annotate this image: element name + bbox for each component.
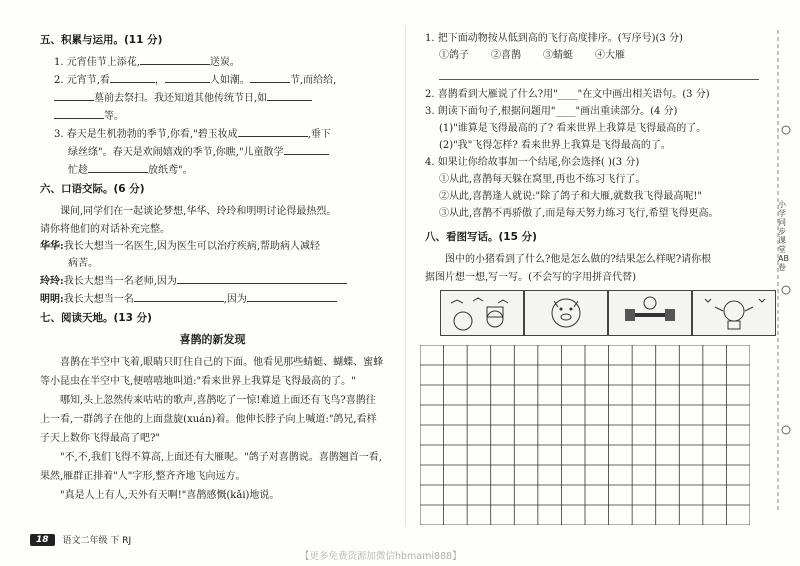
pig-flying-icon (695, 293, 773, 333)
binding-spine (772, 30, 794, 510)
passage-p3: "不,不,我们飞得不算高,上面还有大雁呢。"鸽子对喜鹊说。喜鹊翘首一看,果然,雁群正排着"人"字形,整齐齐地飞向远方。 (40, 452, 382, 482)
section-5-heading: 五、积累与运用。(11 分) (40, 34, 163, 46)
pig-face-icon (527, 293, 605, 333)
r-q3-1: (1)"谁算是飞得最高的了? 看来世界上我算是飞得最高的了。 (439, 123, 707, 134)
option: ①鸽子 (439, 50, 469, 61)
s6-mingming: 明明:我长大想当一名 ,因为 (40, 290, 385, 308)
passage-p1: 喜鹊在半空中飞着,眼睛只盯住自己的下面。他看见那些蜻蜓、蝴蝶、蜜蜂等小昆虫在半空中飞,便嘻嘻地叫道:"看来世界上我算是飞得最高的了。" (40, 357, 384, 387)
picture-1 (440, 290, 524, 336)
blank[interactable] (247, 290, 337, 302)
r-q4: 4. 如果让你给故事加一个结尾,你会选择( )(3 分) (425, 157, 640, 168)
s5-q3-end: 忙趁 放纸鸢"。 (68, 161, 385, 179)
left-column (40, 30, 385, 505)
blank[interactable] (140, 53, 210, 65)
s5-q2-end: 等。 (54, 107, 385, 125)
r-q1-answer-line[interactable] (439, 65, 759, 80)
s6-intro: 课间,同学们在一起谈论梦想,华华、玲玲和明明讨论得最热烈。 (60, 206, 337, 217)
s8-prompt-1: 图中的小猪看到了什么?他是怎么做的?结果怎么样呢?请你根 (445, 254, 712, 265)
s5-q2: 2. 元宵节,看 ， 人如潮。 节,而给给, (54, 71, 385, 89)
option: ③蜻蜓 (543, 50, 573, 61)
r-q1: 1. 把下面动物按从低到高的飞行高度排序。(写序号)(3 分) (425, 33, 683, 44)
s5-q1: 1. 元宵佳节上添花, 送炭。 (54, 53, 385, 71)
r-q4-opt1: ①从此,喜鹊每天躲在窝里,再也不练习飞行了。 (439, 174, 646, 185)
s6-huahua-cont: 病苦。 (68, 258, 98, 269)
blank[interactable] (177, 272, 347, 284)
blank[interactable] (134, 290, 224, 302)
r-q1-options (439, 47, 760, 65)
page-divider (405, 25, 406, 525)
blank[interactable] (250, 71, 290, 83)
r-q2: 2. 喜鹊看到大雁说了什么?用"____"在文中画出相关语句。(3 分) (425, 89, 710, 100)
s6-lingling: 玲玲:我长大想当一名老师,因为 (40, 272, 385, 290)
s5-q2-cont: 墓前去祭扫。我还知道其他传统节日,如 (54, 89, 385, 107)
picture-strip (440, 290, 776, 336)
option: ④大雁 (595, 50, 625, 61)
writing-grid[interactable] (420, 345, 750, 525)
spine-text: 小学 同步课堂 AB卷 (778, 200, 789, 272)
blank[interactable] (110, 71, 155, 83)
birds-pig-icon (443, 293, 521, 333)
passage-p4: "真是人上有人,天外有天啊!"喜鹊感慨(kǎi)地说。 (60, 490, 280, 501)
r-q4-opt3: ③从此,喜鹊不再骄傲了,而是每天努力练习飞行,希望飞得更高。 (439, 208, 719, 219)
r-q4-opt2: ②从此,喜鹊逢人就说:"除了鸽子和大雁,就数我飞得最高呢!" (439, 191, 702, 202)
s6-intro2: 请你将他们的对话补充完整。 (40, 224, 170, 235)
dumbbell-icon (611, 293, 689, 333)
s8-prompt-2: 据图片想一想,写一写。(不会写的字用拼音代替) (425, 272, 636, 283)
blank[interactable] (284, 143, 329, 155)
blank[interactable] (165, 71, 210, 83)
s5-q3-cont: 绿丝绦"。春天是欢闹嬉戏的季节,你瞧,"儿童散学 (68, 143, 385, 161)
watermark-text: 【更多免费资源加微信hbmami888】 (300, 551, 462, 562)
section-8-heading: 八、看图写话。(15 分) (425, 231, 537, 243)
picture-2 (524, 290, 608, 336)
blank[interactable] (88, 161, 148, 173)
section-7-heading: 七、阅读天地。(13 分) (40, 312, 152, 324)
s6-huahua: 华华:我长大想当一名医生,因为医生可以治疗疾病,帮助病人减轻 (40, 241, 321, 252)
blank[interactable] (267, 89, 312, 101)
blank[interactable] (238, 125, 308, 137)
book-label: 语文二年级 下 RJ (62, 536, 132, 546)
blank[interactable] (54, 107, 104, 119)
passage-p2: 哪知,头上忽然传来咕咕的歌声,喜鹊吃了一惊!难道上面还有飞鸟?喜鹊往上一看,一群鸽子在他的上面盘旋(xuán)着。他伸长脖子向上喊道:"鸽兄,看样子天上数你飞得最高了吧?" (40, 395, 377, 444)
page-footer (30, 533, 131, 546)
section-6-heading: 六、口语交际。(6 分) (40, 183, 145, 195)
picture-3 (608, 290, 692, 336)
blank[interactable] (54, 89, 94, 101)
s5-q3: 3. 春天是生机勃勃的季节,你看,"碧玉妆成 ,垂下 (54, 125, 385, 143)
right-column (425, 30, 760, 286)
r-q3: 3. 朗读下面句子,根据问题用"____"画出重读部分。(4 分) (425, 106, 678, 117)
passage-title: 喜鹊的新发现 (179, 333, 246, 346)
page-number: 18 (30, 534, 55, 546)
option: ②喜鹊 (491, 50, 521, 61)
r-q3-2: (2)"我"飞得怎样? 看来世界上我算是飞得最高的了。 (439, 140, 671, 151)
picture-4 (692, 290, 776, 336)
